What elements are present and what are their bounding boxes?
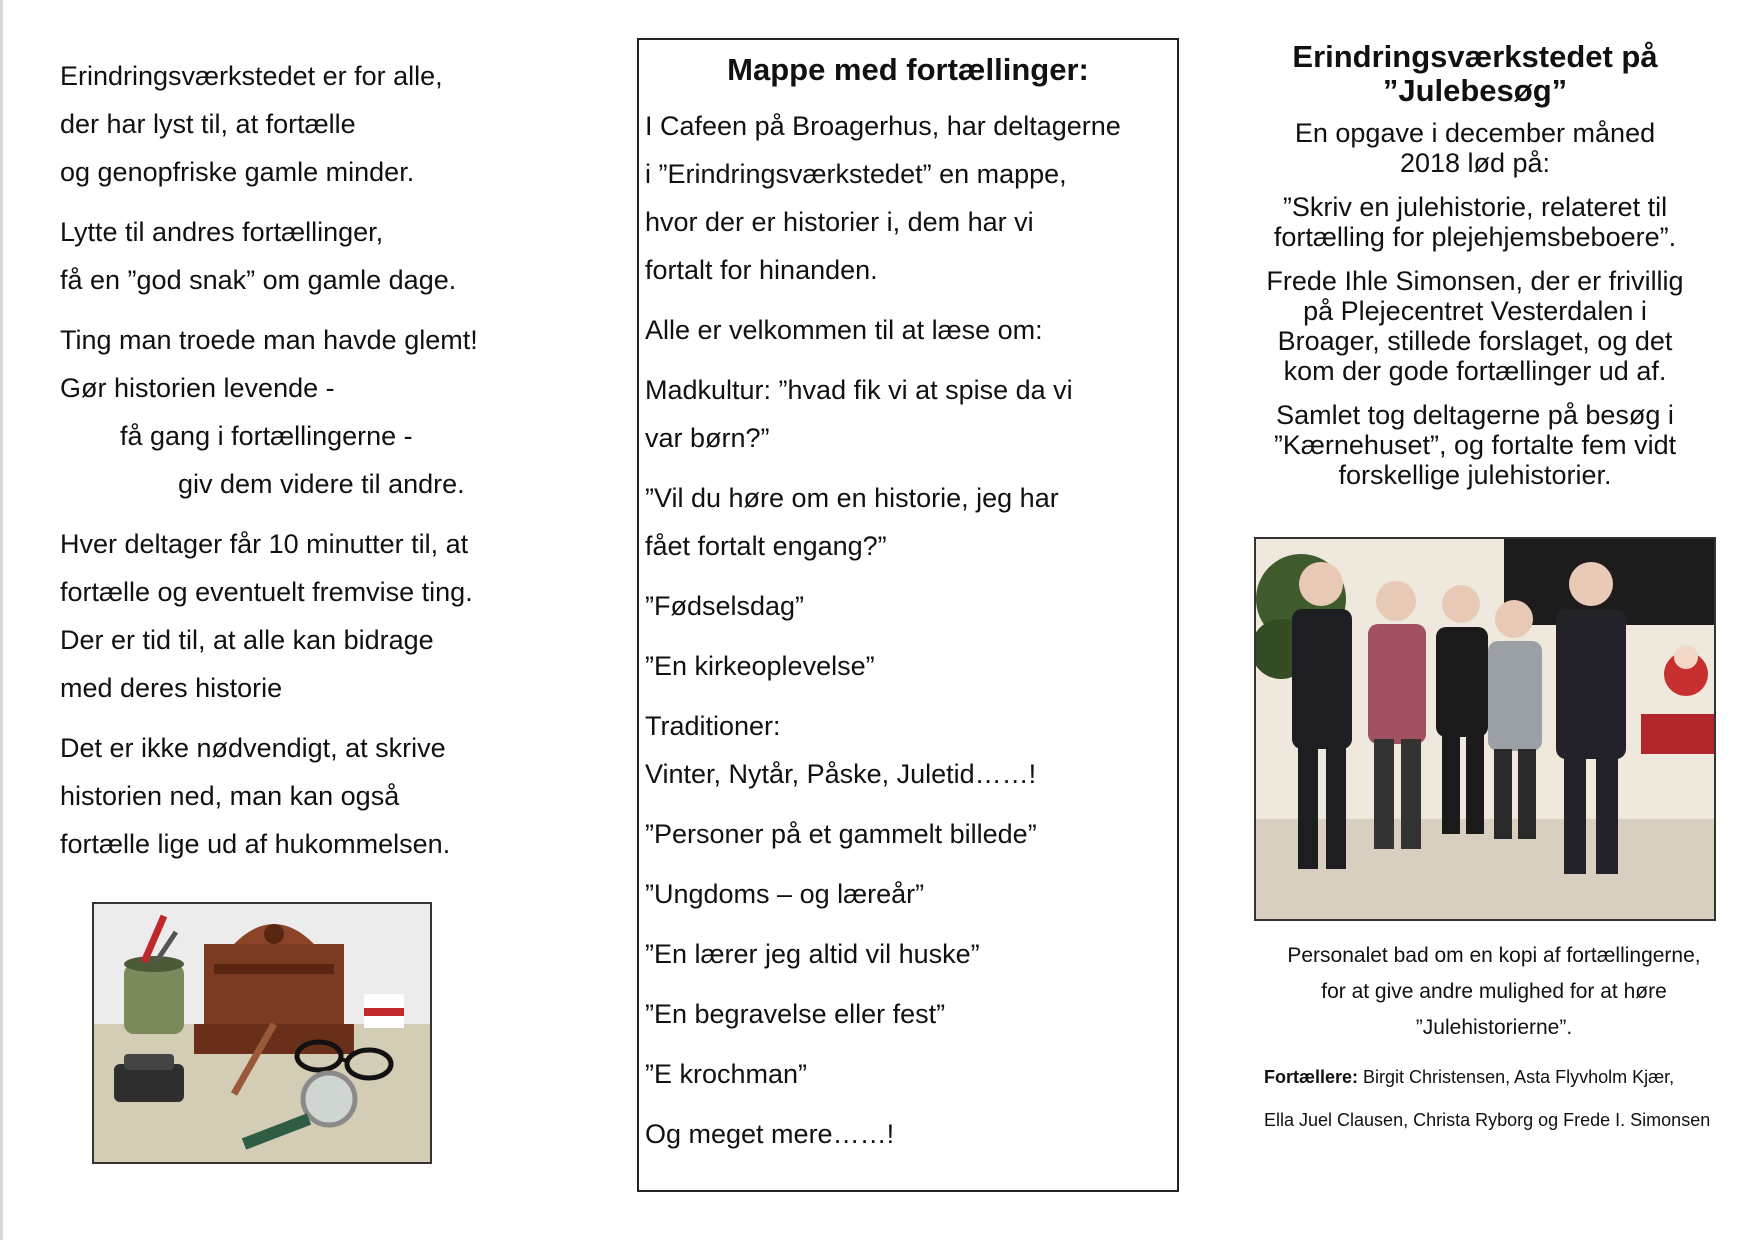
middle-paragraph-6: ”En kirkeoplevelse” — [645, 651, 875, 681]
middle-paragraph-8: ”Personer på et gammelt billede” — [645, 819, 1037, 849]
storytellers-credits — [1264, 1056, 1710, 1142]
credits-line-1: Fortællere: Birgit Christensen, Asta Flyvholm Kjær, — [1264, 1067, 1675, 1087]
middle-paragraph-13: Og meget mere……! — [645, 1119, 895, 1149]
middle-box — [637, 38, 1179, 1192]
left-paragraph-2: Lytte til andres fortællinger, få en ”god snak” om gamle dage. — [60, 217, 457, 295]
left-paragraph-4: Hver deltager får 10 minutter til, at fortælle og eventuelt fremvise ting. Der er tid til, at alle kan bidrage med deres historie — [60, 529, 473, 703]
group-photo — [1254, 537, 1716, 921]
left-column — [60, 52, 580, 880]
right-title: Erindringsværkstedet på ”Julebesøg” — [1292, 39, 1658, 108]
page-edge-line — [0, 0, 3, 1240]
antique-items-photo — [92, 902, 432, 1164]
right-paragraph-4: Samlet tog deltagerne på besøg i ”Kærnehuset”, og fortalte fem vidt forskellige julehistorier. — [1273, 400, 1677, 490]
right-column — [1235, 40, 1715, 504]
middle-paragraph-12: ”E krochman” — [645, 1059, 808, 1089]
middle-paragraph-7: Traditioner: Vinter, Nytår, Påske, Juletid……! — [645, 711, 1037, 789]
photo-caption: Personalet bad om en kopi af fortællingerne, for at give andre mulighed for at høre ”Julehistorierne”. — [1287, 944, 1701, 1039]
middle-paragraph-1: I Cafeen på Broagerhus, har deltagerne i ”Erindringsværkstedet” en mappe, hvor der er historier i, dem har vi fortalt for hinanden. — [645, 111, 1121, 285]
middle-paragraph-9: ”Ungdoms – og læreår” — [645, 879, 925, 909]
right-paragraph-3: Frede Ihle Simonsen, der er frivillig på Plejecentret Vesterdalen i Broager, stillede forslaget, og det kom der gode fortællinger ud af. — [1266, 266, 1684, 386]
middle-paragraph-10: ”En lærer jeg altid vil huske” — [645, 939, 980, 969]
group-photo-illustration — [1256, 539, 1714, 919]
middle-paragraph-3: Madkultur: ”hvad fik vi at spise da vi var børn?” — [645, 375, 1073, 453]
left-paragraph-3: Ting man troede man havde glemt! Gør historien levende - få gang i fortællingerne - giv dem videre til andre. — [60, 325, 478, 499]
middle-paragraph-5: ”Fødselsdag” — [645, 591, 805, 621]
left-paragraph-1: Erindringsværkstedet er for alle, der har lyst til, at fortælle og genopfriske gamle minder. — [60, 61, 443, 187]
antique-items-illustration — [94, 904, 430, 1162]
left-paragraph-5: Det er ikke nødvendigt, at skrive historien ned, man kan også fortælle lige ud af hukommelsen. — [60, 733, 451, 859]
credits-line-2: Ella Juel Clausen, Christa Ryborg og Frede I. Simonsen — [1264, 1110, 1711, 1130]
middle-title: Mappe med fortællinger: — [727, 52, 1089, 87]
middle-paragraph-2: Alle er velkommen til at læse om: — [645, 315, 1043, 345]
middle-paragraph-11: ”En begravelse eller fest” — [645, 999, 946, 1029]
right-paragraph-1: En opgave i december måned 2018 lød på: — [1294, 118, 1656, 178]
right-paragraph-2: ”Skriv en julehistorie, relateret til fortælling for plejehjemsbeboere”. — [1273, 192, 1677, 252]
middle-body — [639, 102, 1177, 1158]
middle-paragraph-4: ”Vil du høre om en historie, jeg har fået fortalt engang?” — [645, 483, 1059, 561]
